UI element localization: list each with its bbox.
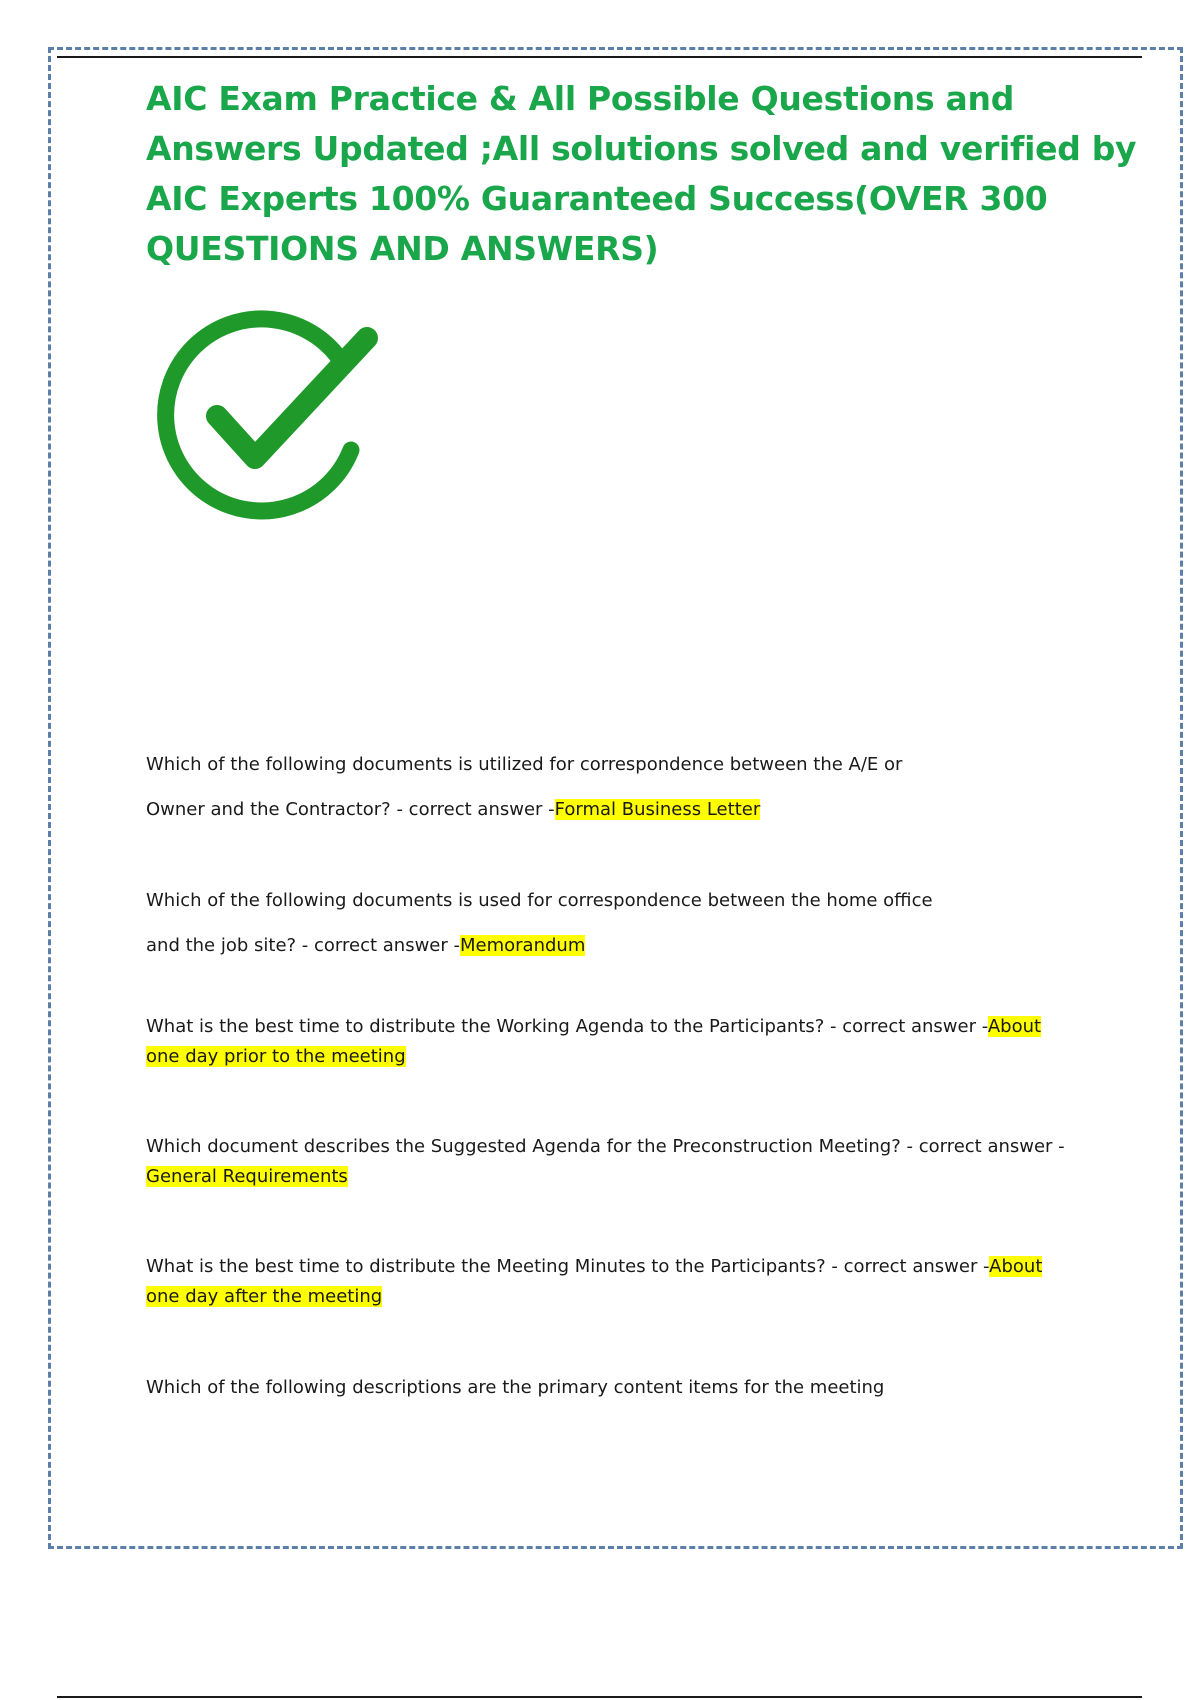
highlighted-answer: one day prior to the meeting xyxy=(146,1046,406,1067)
top-rule xyxy=(57,56,1142,58)
qa-item-1 xyxy=(146,742,1081,832)
highlighted-answer: About xyxy=(987,1016,1042,1037)
highlighted-answer: General Requirements xyxy=(146,1166,348,1187)
question-text: What is the best time to distribute the Meeting Minutes to the Participants? - correct answer - xyxy=(146,1256,990,1277)
question-text: What is the best time to distribute the Working Agenda to the Participants? - correct answer - xyxy=(146,1016,988,1037)
qa-item-5 xyxy=(146,1252,1081,1312)
qa-item-4 xyxy=(146,1132,1081,1192)
highlighted-answer: Memorandum xyxy=(460,935,586,956)
bottom-rule xyxy=(57,1696,1142,1698)
highlighted-answer: Formal Business Letter xyxy=(554,799,761,820)
question-text: Which of the following descriptions are the primary content items for the meeting xyxy=(146,1377,885,1398)
qa-item-2 xyxy=(146,878,1081,968)
question-text: Which document describes the Suggested Agenda for the Preconstruction Meeting? - correct answer - xyxy=(146,1136,1065,1157)
question-text: Which of the following documents is used for correspondence between the home office xyxy=(146,890,933,911)
question-text: Owner and the Contractor? - correct answer - xyxy=(146,799,555,820)
question-text: and the job site? - correct answer - xyxy=(146,935,460,956)
check-circle-icon xyxy=(155,308,395,548)
document-title: AIC Exam Practice & All Possible Questions and Answers Updated ;All solutions solved and verified by AIC Experts 100% Guaranteed Success(OVER 300 QUESTIONS AND ANSWERS) xyxy=(146,79,1137,268)
qa-item-3 xyxy=(146,1012,1081,1072)
qa-item-6 xyxy=(146,1373,1081,1403)
highlighted-answer: one day after the meeting xyxy=(146,1286,383,1307)
highlighted-answer: About xyxy=(989,1256,1043,1277)
question-text: Which of the following documents is utilized for correspondence between the A/E or xyxy=(146,754,903,775)
